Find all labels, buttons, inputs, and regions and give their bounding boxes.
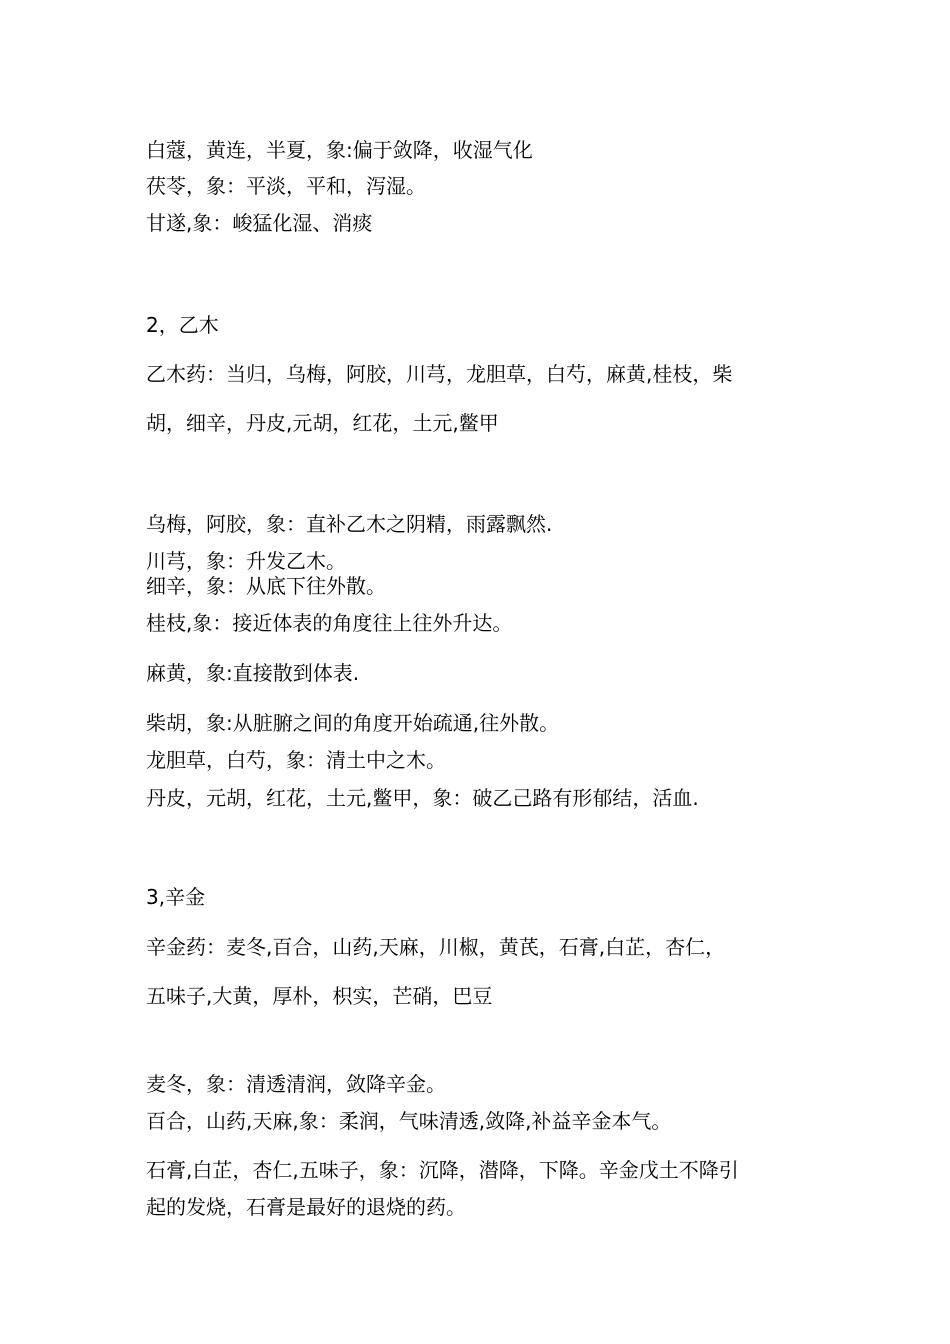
text-line-fuling: 茯苓，象：平淡，平和，泻湿。 <box>146 174 426 198</box>
text-line-xinjin-herbs-2: 五味子,大黄，厚朴，枳实，芒硝，巴豆 <box>146 984 493 1008</box>
text-line-xixin: 细辛，象：从底下往外散。 <box>146 574 386 598</box>
text-line-baikou: 白蔻，黄连，半夏，象:偏于敛降，收湿气化 <box>146 138 533 162</box>
text-line-chaihu: 柴胡，象:从脏腑之间的角度开始疏通,往外散。 <box>146 711 560 735</box>
text-line-gansui: 甘遂,象：峻猛化湿、消痰 <box>146 211 373 235</box>
text-line-mahuang: 麻黄，象:直接散到体表. <box>146 661 360 685</box>
text-line-longdancao: 龙胆草，白芍，象：清土中之木。 <box>146 748 446 772</box>
text-line-guizhi: 桂枝,象：接近体表的角度往上往外升达。 <box>146 611 513 635</box>
text-line-maidong: 麦冬，象：清透清润，敛降辛金。 <box>146 1072 446 1096</box>
text-line-chuanxiong: 川芎，象：升发乙木。 <box>146 549 346 573</box>
section-heading-yimu: 2，乙木 <box>146 313 219 337</box>
text-line-shigao-2: 起的发烧，石膏是最好的退烧的药。 <box>146 1195 466 1219</box>
text-line-shigao-1: 石膏,白芷，杏仁,五味子，象：沉降，潜降，下降。辛金戊土不降引 <box>146 1158 739 1182</box>
text-line-danpi: 丹皮，元胡，红花，土元,鳖甲，象：破乙己路有形郁结，活血. <box>146 786 699 810</box>
text-line-wumei: 乌梅，阿胶，象：直补乙木之阴精，雨露飘然. <box>146 512 553 536</box>
text-line-yimu-herbs-1: 乙木药：当归，乌梅，阿胶，川芎，龙胆草，白芍，麻黄,桂枝，柴 <box>146 362 733 386</box>
text-line-baihe: 百合，山药,天麻,象：柔润，气味清透,敛降,补益辛金本气。 <box>146 1109 672 1133</box>
text-line-xinjin-herbs-1: 辛金药：麦冬,百合，山药,天麻，川椒，黄芪，石膏,白芷，杏仁， <box>146 935 726 959</box>
text-line-yimu-herbs-2: 胡，细辛，丹皮,元胡，红花，土元,鳖甲 <box>146 411 499 435</box>
section-heading-xinjin: 3,辛金 <box>146 885 206 909</box>
